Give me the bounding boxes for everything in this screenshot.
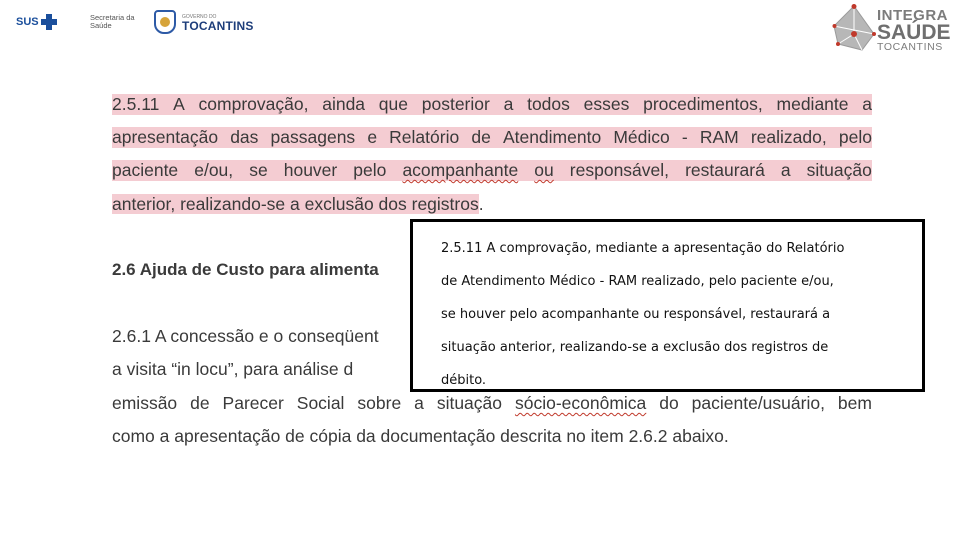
gov-small-label: GOVERNO DO [182, 14, 217, 20]
secretaria-label: Secretaria da Saúde [90, 13, 135, 30]
p1-line3: paciente e/ou, se houver pelo acompanhante ou responsável, restaurará a situação [112, 160, 872, 180]
gov-label: TOCANTINS [182, 19, 254, 33]
p1-line1: 2.5.11 A comprovação, ainda que posterior a todos esses procedimentos, mediante a [112, 94, 872, 114]
overlay-line1: 2.5.11 A comprovação, mediante a apresentação do Relatório [441, 241, 845, 256]
sus-label: SUS [16, 16, 39, 28]
brand-line2: SAÚDE [877, 21, 951, 44]
brand-line1: INTEGRA [877, 7, 948, 24]
overlay-line2: de Atendimento Médico - RAM realizado, pelo paciente e/ou, [441, 274, 834, 289]
government-logo [182, 13, 254, 31]
integra-saude-logo [830, 2, 958, 54]
p1-line2: apresentação das passagens e Relatório de Atendimento Médico - RAM realizado, pelo [112, 127, 872, 147]
section-heading: 2.6 Ajuda de Custo para alimenta [112, 260, 379, 279]
brand-line3: TOCANTINS [877, 41, 943, 53]
p1-last-line: anterior, realizando-se a exclusão dos registros [112, 194, 479, 214]
p2-line3: emissão de Parecer Social sobre a situação sócio-econômica do paciente/usuário, bem [112, 393, 872, 413]
overlay-line4: situação anterior, realizando-se a exclusão dos registros de [441, 340, 829, 355]
header-left-logos [16, 8, 254, 36]
p1-period: . [478, 194, 484, 214]
cross-icon [41, 14, 57, 30]
p2-line4: como a apresentação de cópia da documentação descrita no item 2.6.2 abaixo. [112, 426, 729, 446]
p2-line1: 2.6.1 A concessão e o conseqüent [112, 326, 379, 346]
network-mark-icon [832, 4, 876, 52]
p2-line2: a visita “in locu”, para análise d [112, 359, 354, 379]
overlay-line5: débito. [441, 373, 487, 388]
sus-logo [16, 14, 76, 30]
coat-of-arms-icon [154, 10, 176, 34]
overlay-text-box [410, 219, 925, 392]
p1-line4 [112, 194, 484, 215]
overlay-line3: se houver pelo acompanhante ou responsável, restaurará a [441, 307, 831, 322]
